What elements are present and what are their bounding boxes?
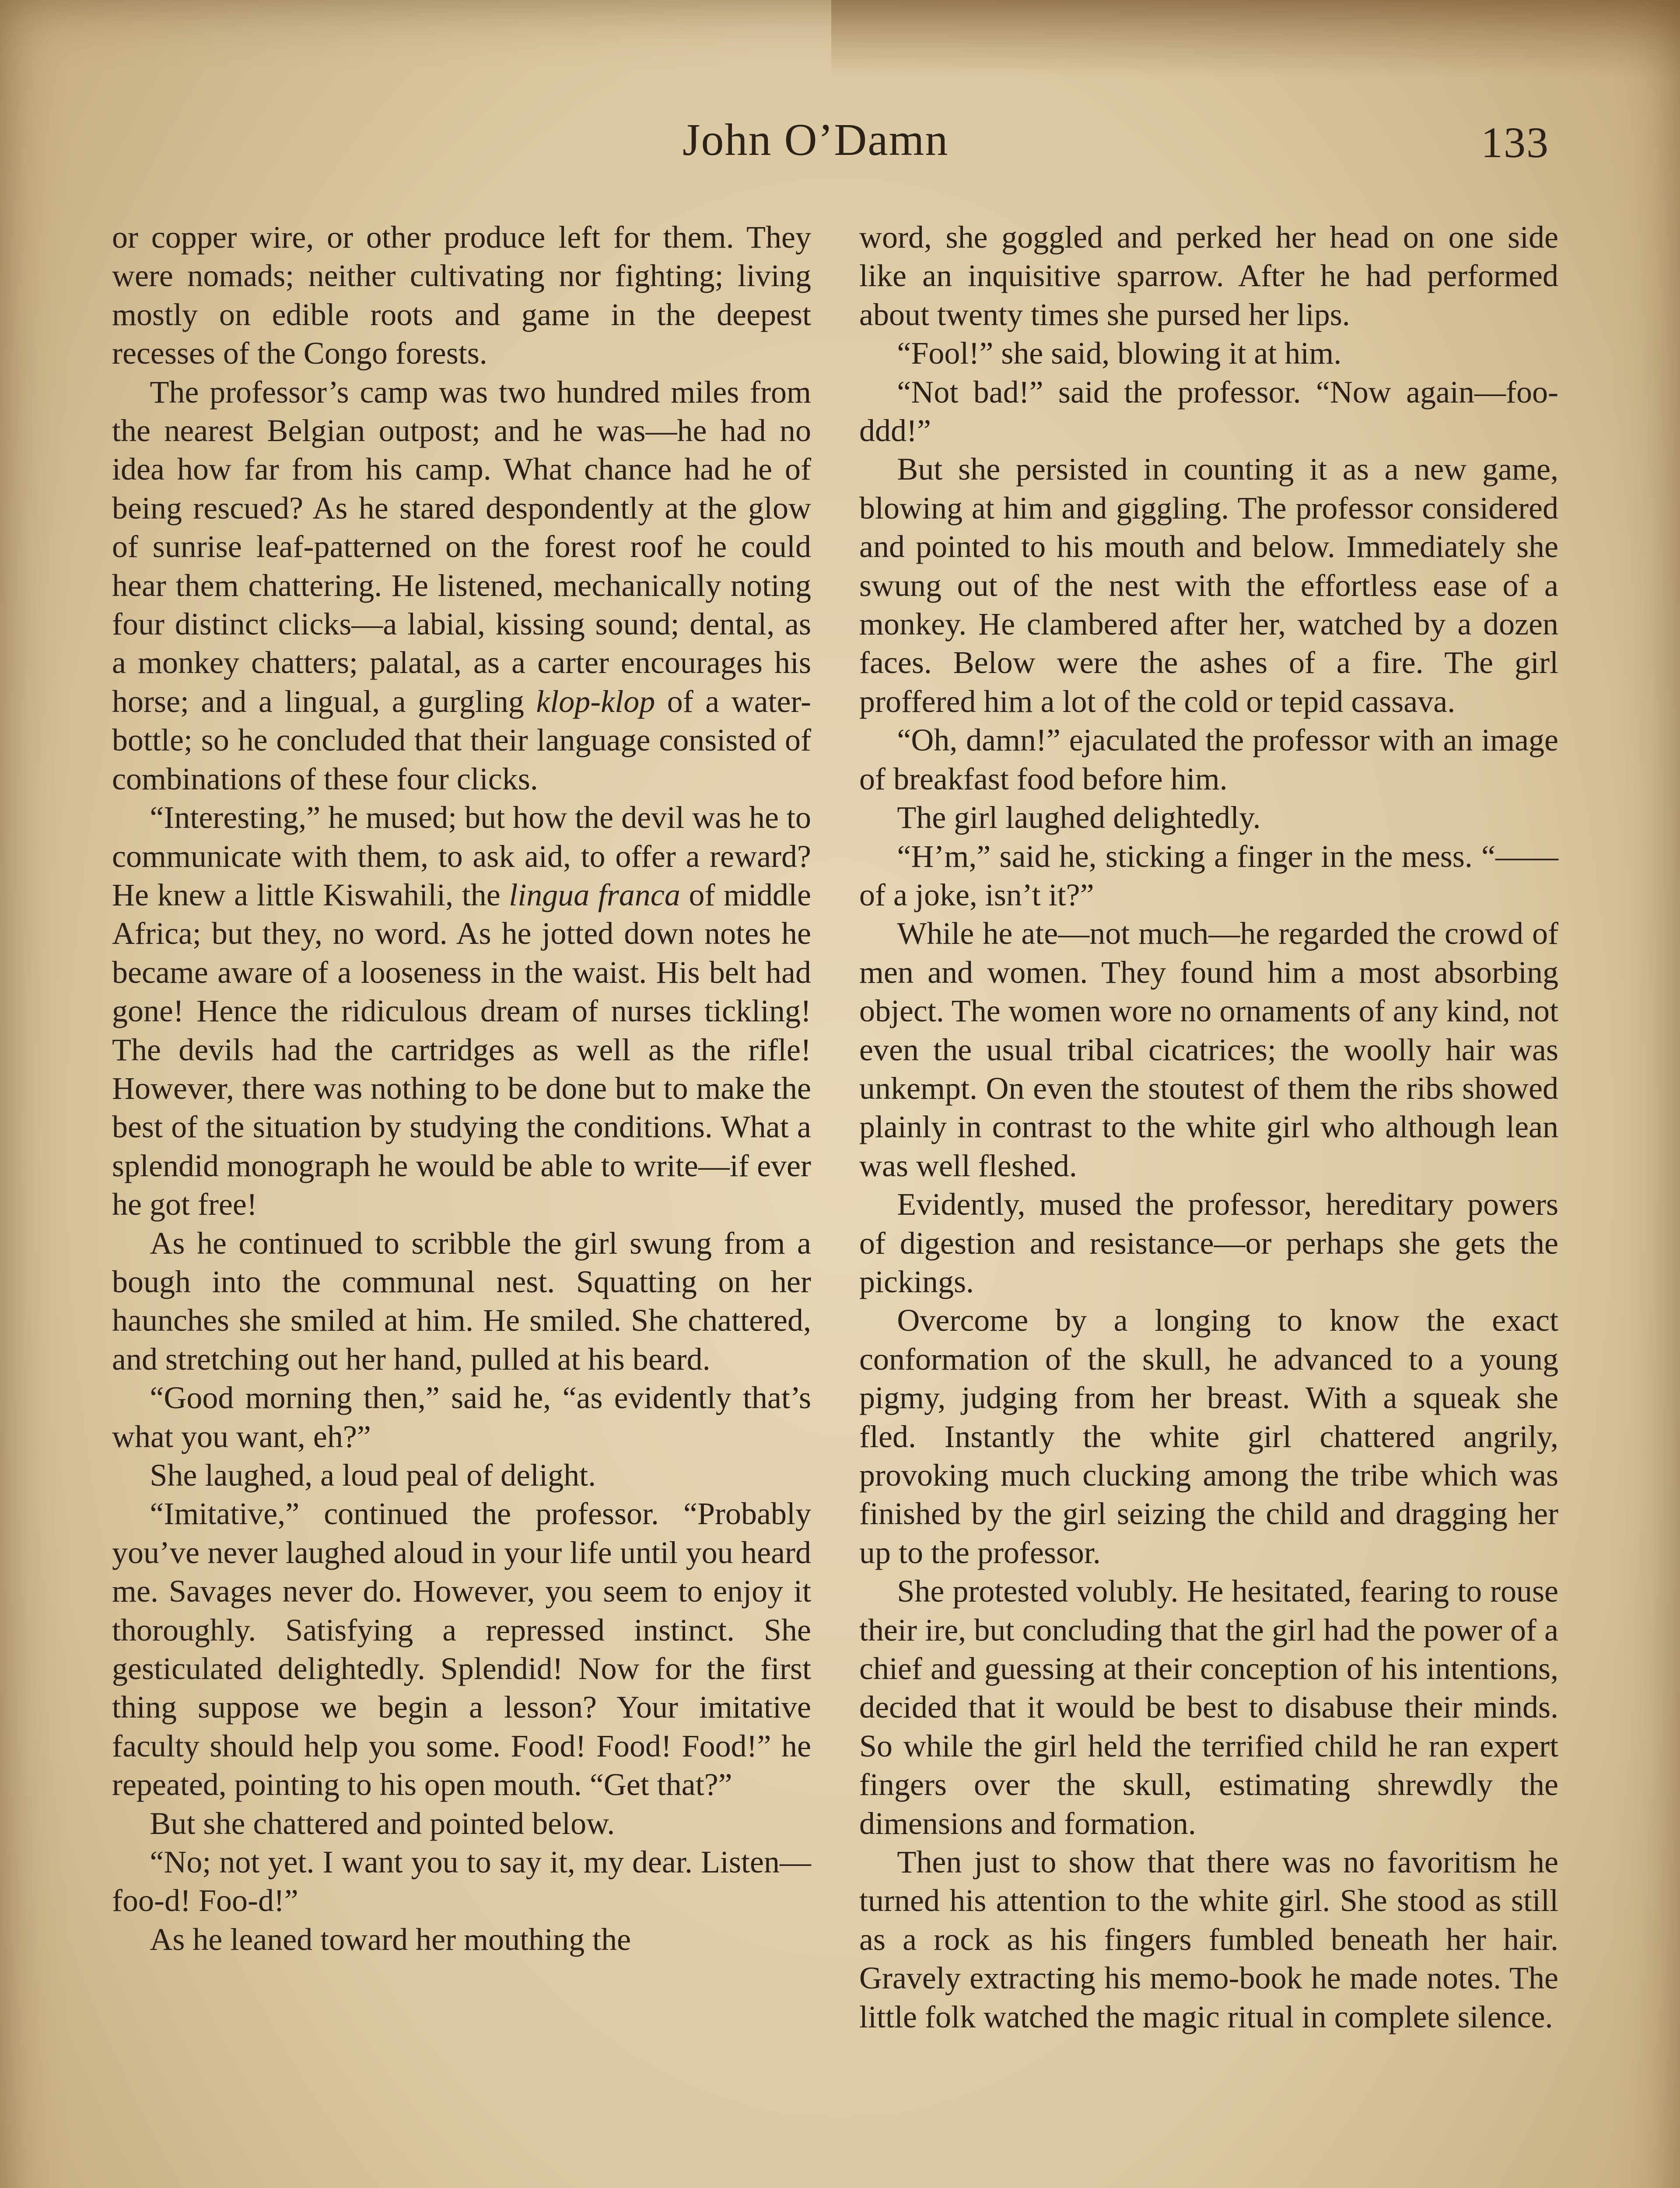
paragraph: As he continued to scribble the girl swung from a bough into the communal nest. Squatting on her haunches she smiled at him. He smiled. She chattered, and stretching out her hand, pulled at his beard. bbox=[112, 1225, 811, 1377]
paragraph: “Fool!” she said, blowing it at him. bbox=[897, 336, 1342, 371]
right-column bbox=[859, 218, 1558, 2036]
page-number: 133 bbox=[1481, 118, 1549, 167]
paragraph: As he leaned toward her mouthing the bbox=[150, 1922, 631, 1957]
running-title: John O’Damn bbox=[682, 115, 949, 165]
paragraph: She protested volubly. He hesitated, fearing to rouse their ire, but concluding that the girl had the power of a chief and guessing at their conception of his intentions, decided that it would be best to disabuse their minds. So while the girl held the terrified child he ran expert fingers over the skull, estimating shrewdly the dimensions and formation. bbox=[859, 1574, 1558, 1841]
paragraph-text: of a water-bottle; so he concluded that their language consisted of combinations of these four clicks. bbox=[112, 684, 812, 796]
paragraph: “Oh, damn!” ejaculated the professor with an image of breakfast food before him. bbox=[859, 722, 1558, 796]
paragraph: “Not bad!” said the professor. “Now again—foo-ddd!” bbox=[859, 374, 1558, 449]
paragraph: or copper wire, or other produce left for them. They were nomads; neither cultivating nor fighting; living mostly on edible roots and game in the deepest recesses of the Congo forests. bbox=[112, 220, 811, 371]
paragraph bbox=[112, 798, 811, 1224]
paragraph: Then just to show that there was no favoritism he turned his attention to the white girl. She stood as still as a rock as his fingers fumbled beneath her hair. Gravely extracting his memo-book he made notes. The little folk watched the magic ritual in complete silence. bbox=[859, 1844, 1558, 2034]
paragraph-text: The professor’s camp was two hundred miles from the nearest Belgian outpost; and he was—he had no idea how far from his camp. What chance had he of being rescued? As he stared despondently at the glow of sunrise leaf-patterned on the forest roof he could hear them chattering. He listened, mechanically noting four distinct clicks—a labial, kissing sound; dental, as a monkey chatters; palatal, as a carter encourages his horse; and a lingual, a gurgling bbox=[112, 374, 811, 719]
paragraph: word, she goggled and perked her head on one side like an inquisitive sparrow. After he had performed about twenty times she pursed her lips. bbox=[859, 220, 1558, 332]
italic-phrase: lingua franca bbox=[509, 877, 680, 912]
paragraph: She laughed, a loud peal of delight. bbox=[150, 1458, 596, 1493]
paragraph: The girl laughed delightedly. bbox=[897, 800, 1261, 835]
paragraph: Overcome by a longing to know the exact conformation of the skull, he advanced to a young pigmy, judging from her breast. With a squeak she fled. Instantly the white girl chattered angrily, provoking much clucking among the tribe which was finished by the girl seizing the child and dragging her up to the professor. bbox=[859, 1303, 1558, 1570]
paragraph: “Good morning then,” said he, “as evidently that’s what you want, eh?” bbox=[112, 1380, 811, 1454]
paragraph: “No; not yet. I want you to say it, my dear. Listen—foo-d! Foo-d!” bbox=[112, 1844, 811, 1918]
italic-phrase: klop-klop bbox=[536, 684, 655, 719]
paragraph: But she persisted in counting it as a new game, blowing at him and giggling. The professor considered and pointed to his mouth and below. Immediately she swung out of the nest with the effortless ease of a monkey. He clambered after her, watched by a dozen faces. Below were the ashes of a fire. The girl proffered him a lot of the cold or tepid cassava. bbox=[859, 452, 1558, 719]
paragraph: “Imitative,” continued the professor. “Probably you’ve never laughed aloud in your life until you heard me. Savages never do. However, you seem to enjoy it thoroughly. Satisfying a repressed instinct. She gesticulated delightedly. Splendid! Now for the first thing suppose we begin a lesson? Your imitative faculty should help you some. Food! Food! Food!” he repeated, pointing to his open mouth. “Get that?” bbox=[112, 1496, 811, 1802]
paragraph: “H’m,” said he, sticking a finger in the mess. “—— of a joke, isn’t it?” bbox=[859, 838, 1558, 912]
paragraph bbox=[112, 373, 811, 798]
paragraph: Evidently, mused the professor, hereditary powers of digestion and resistance—or perhaps she gets the pickings. bbox=[859, 1187, 1558, 1299]
left-column bbox=[112, 218, 811, 1959]
paragraph-text: “Interesting,” he mused; but how the devil was he to communicate with them, to ask aid, to offer a reward? He knew a little Kiswahili, the bbox=[112, 800, 812, 912]
page-stain bbox=[831, 0, 1680, 79]
paragraph-text: of middle Africa; but they, no word. As he jotted down notes he became aware of a looseness in the waist. His belt had gone! Hence the ridiculous dream of nurses tickling! The devils had the cartridges as well as the rifle! However, there was nothing to be done but to make the best of the situation by studying the conditions. What a splendid monograph he would be able to write—if ever he got free! bbox=[112, 877, 811, 1222]
paragraph: But she chattered and pointed below. bbox=[150, 1806, 615, 1841]
paragraph: While he ate—not much—he regarded the crowd of men and women. They found him a most absorbing object. The women wore no ornaments of any kind, not even the usual tribal cicatrices; the woolly hair was unkempt. On even the stoutest of them the ribs showed plainly in contrast to the white girl who although lean was well fleshed. bbox=[859, 916, 1558, 1183]
